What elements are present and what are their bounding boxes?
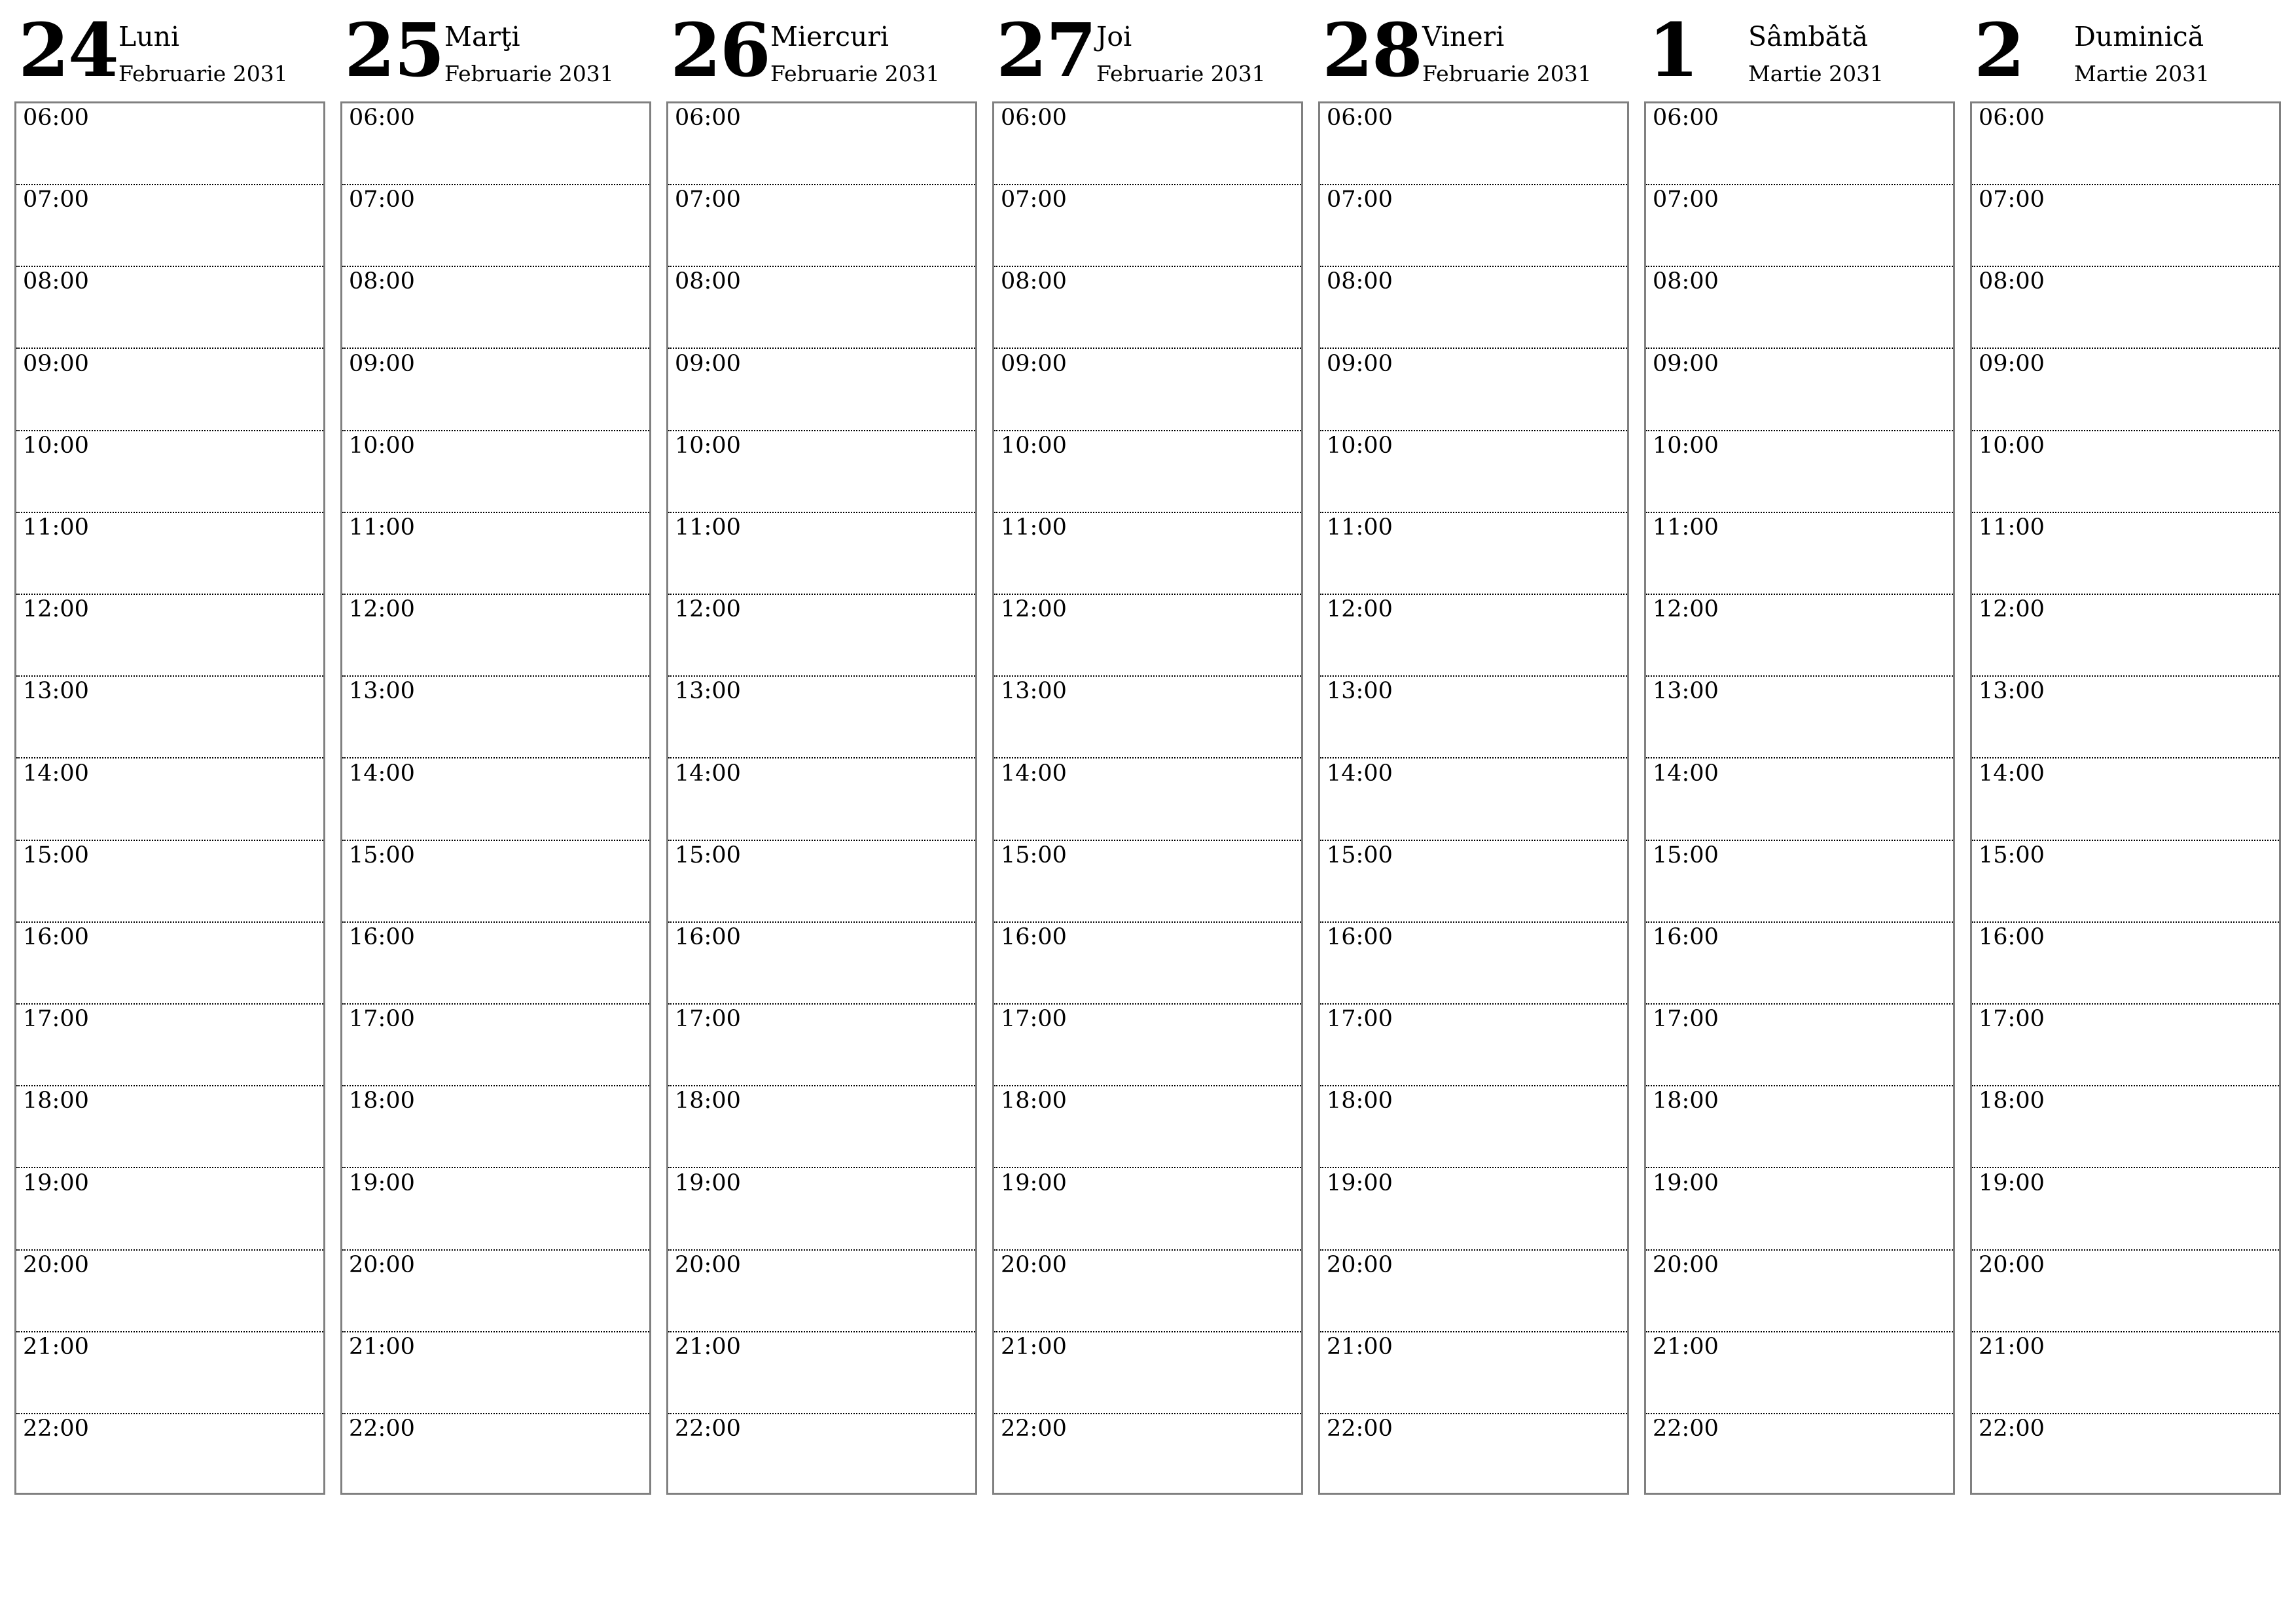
hour-label: 16:00 [349, 924, 415, 950]
hour-label: 10:00 [349, 432, 415, 459]
hour-slot [1972, 1332, 2279, 1414]
hour-label: 21:00 [23, 1334, 89, 1360]
hour-slot [16, 1169, 323, 1251]
hour-slot [668, 431, 975, 513]
hour-slot [1320, 349, 1627, 431]
hour-label: 09:00 [1979, 350, 2045, 377]
hour-slot [668, 1169, 975, 1251]
hour-label: 10:00 [1653, 432, 1719, 459]
hour-slot [1972, 1086, 2279, 1168]
hour-slot [1646, 267, 1953, 349]
hour-slot [1646, 677, 1953, 758]
hour-label: 14:00 [23, 760, 89, 787]
hour-slot [342, 923, 649, 1005]
hour-label: 07:00 [1327, 187, 1393, 213]
hour-slot [994, 1251, 1301, 1332]
hour-label: 08:00 [1001, 268, 1067, 295]
hour-label: 19:00 [23, 1169, 89, 1196]
hour-label: 15:00 [23, 842, 89, 868]
hour-slot [1646, 513, 1953, 595]
hour-slot [16, 841, 323, 923]
day-month-year: Februarie 2031 [1422, 61, 1592, 86]
hour-label: 19:00 [349, 1169, 415, 1196]
hour-label: 21:00 [675, 1334, 741, 1360]
hour-slot [994, 1086, 1301, 1168]
hour-slot [342, 595, 649, 677]
day-month-year: Februarie 2031 [444, 61, 614, 86]
hour-slot [1972, 431, 2279, 513]
hour-slot [16, 923, 323, 1005]
day-header [1644, 0, 1956, 101]
hour-label: 08:00 [349, 268, 415, 295]
hour-slot [1646, 431, 1953, 513]
hour-label: 11:00 [1001, 514, 1067, 541]
hour-label: 22:00 [23, 1416, 89, 1442]
hour-slot [1320, 1414, 1627, 1496]
hour-label: 20:00 [1001, 1251, 1067, 1278]
day-header [666, 0, 978, 101]
hour-slot [342, 185, 649, 267]
hour-slot [668, 103, 975, 185]
hour-label: 18:00 [1327, 1088, 1393, 1115]
hour-label: 08:00 [675, 268, 741, 295]
hour-slot [16, 759, 323, 841]
hour-label: 17:00 [349, 1006, 415, 1033]
day-month-year: Martie 2031 [1748, 61, 1884, 86]
day-schedule-box [340, 101, 651, 1495]
hour-label: 20:00 [1979, 1251, 2045, 1278]
hour-label: 15:00 [675, 842, 741, 868]
hour-slot [1646, 1086, 1953, 1168]
hour-label: 07:00 [349, 187, 415, 213]
day-schedule-box [1970, 101, 2281, 1495]
hour-slot [668, 1251, 975, 1332]
hour-label: 15:00 [349, 842, 415, 868]
hour-label: 14:00 [1653, 760, 1719, 787]
hour-label: 20:00 [23, 1251, 89, 1278]
hour-label: 14:00 [1979, 760, 2045, 787]
hour-slot [342, 267, 649, 349]
hour-label: 17:00 [675, 1006, 741, 1033]
hour-label: 11:00 [1653, 514, 1719, 541]
hour-slot [668, 923, 975, 1005]
hour-slot [16, 103, 323, 185]
hour-slot [342, 349, 649, 431]
hour-label: 20:00 [675, 1251, 741, 1278]
day-name: Marţi [444, 21, 520, 52]
day-schedule-box [14, 101, 325, 1495]
hour-label: 13:00 [23, 678, 89, 705]
day-number: 25 [344, 8, 444, 94]
hour-slot [994, 1169, 1301, 1251]
hour-slot [1646, 841, 1953, 923]
hour-slot [668, 595, 975, 677]
day-number: 24 [18, 8, 118, 94]
hour-slot [16, 1005, 323, 1086]
hour-slot [1320, 1332, 1627, 1414]
hour-label: 07:00 [1653, 187, 1719, 213]
hour-slot [1972, 1005, 2279, 1086]
hour-slot [1972, 103, 2279, 185]
hour-label: 14:00 [349, 760, 415, 787]
hour-slot [1320, 1251, 1627, 1332]
hour-slot [16, 267, 323, 349]
day-header [14, 0, 327, 101]
hour-slot [16, 513, 323, 595]
hour-label: 11:00 [675, 514, 741, 541]
hour-label: 18:00 [1979, 1088, 2045, 1115]
hour-slot [1972, 1251, 2279, 1332]
hour-slot [994, 1332, 1301, 1414]
hour-label: 11:00 [1979, 514, 2045, 541]
hour-label: 16:00 [1327, 924, 1393, 950]
hour-slot [342, 759, 649, 841]
hour-slot [16, 1332, 323, 1414]
day-column [340, 0, 653, 1442]
day-header [1318, 0, 1630, 101]
hour-label: 15:00 [1653, 842, 1719, 868]
hour-slot [994, 1414, 1301, 1496]
hour-slot [1646, 595, 1953, 677]
hour-label: 13:00 [1327, 678, 1393, 705]
hour-label: 20:00 [1327, 1251, 1393, 1278]
hour-label: 11:00 [349, 514, 415, 541]
hour-slot [16, 595, 323, 677]
day-name: Luni [118, 21, 180, 52]
day-column [666, 0, 978, 1442]
hour-label: 10:00 [675, 432, 741, 459]
hour-label: 22:00 [349, 1416, 415, 1442]
hour-slot [16, 677, 323, 758]
hour-label: 18:00 [349, 1088, 415, 1115]
day-header [340, 0, 653, 101]
hour-label: 12:00 [1001, 596, 1067, 623]
hour-label: 13:00 [1001, 678, 1067, 705]
hour-slot [1320, 841, 1627, 923]
hour-label: 09:00 [1327, 350, 1393, 377]
hour-label: 10:00 [1001, 432, 1067, 459]
day-name: Duminică [2074, 21, 2204, 52]
day-month-year: Februarie 2031 [118, 61, 288, 86]
hour-slot [1972, 841, 2279, 923]
day-month-year: Februarie 2031 [770, 61, 940, 86]
hour-label: 06:00 [675, 105, 741, 131]
hour-label: 13:00 [1979, 678, 2045, 705]
hour-slot [1646, 1169, 1953, 1251]
hour-slot [668, 677, 975, 758]
hour-label: 12:00 [675, 596, 741, 623]
hour-label: 21:00 [1653, 1334, 1719, 1360]
hour-label: 22:00 [1979, 1416, 2045, 1442]
hour-label: 11:00 [1327, 514, 1393, 541]
hour-slot [994, 103, 1301, 185]
day-column [1644, 0, 1956, 1442]
hour-label: 12:00 [23, 596, 89, 623]
hour-label: 13:00 [1653, 678, 1719, 705]
day-name: Vineri [1422, 21, 1505, 52]
hour-label: 22:00 [1001, 1416, 1067, 1442]
hour-slot [16, 1086, 323, 1168]
hour-label: 06:00 [1001, 105, 1067, 131]
hour-slot [1320, 595, 1627, 677]
hour-label: 18:00 [23, 1088, 89, 1115]
hour-label: 19:00 [675, 1169, 741, 1196]
day-schedule-box [992, 101, 1303, 1495]
hour-slot [1320, 267, 1627, 349]
hour-slot [1646, 759, 1953, 841]
hour-slot [342, 1414, 649, 1496]
day-number: 26 [670, 8, 770, 94]
hour-slot [1972, 513, 2279, 595]
hour-slot [994, 185, 1301, 267]
hour-slot [994, 677, 1301, 758]
hour-slot [342, 1005, 649, 1086]
hour-label: 16:00 [1979, 924, 2045, 950]
day-header [1970, 0, 2282, 101]
hour-label: 08:00 [1979, 268, 2045, 295]
day-number: 1 [1648, 8, 1698, 94]
hour-label: 07:00 [675, 187, 741, 213]
hour-label: 17:00 [1001, 1006, 1067, 1033]
hour-label: 16:00 [675, 924, 741, 950]
hour-label: 17:00 [1979, 1006, 2045, 1033]
day-number: 28 [1322, 8, 1422, 94]
hour-label: 12:00 [1327, 596, 1393, 623]
hour-slot [994, 267, 1301, 349]
hour-slot [342, 1251, 649, 1332]
hour-slot [1320, 1005, 1627, 1086]
day-name: Joi [1096, 21, 1132, 52]
hour-slot [994, 841, 1301, 923]
hour-label: 12:00 [1653, 596, 1719, 623]
hour-label: 06:00 [1327, 105, 1393, 131]
hour-label: 19:00 [1653, 1169, 1719, 1196]
hour-label: 22:00 [1327, 1416, 1393, 1442]
hour-label: 07:00 [23, 187, 89, 213]
hour-label: 22:00 [1653, 1416, 1719, 1442]
hour-slot [1646, 349, 1953, 431]
hour-label: 08:00 [1327, 268, 1393, 295]
day-column [14, 0, 327, 1442]
hour-slot [1972, 1169, 2279, 1251]
hour-label: 16:00 [23, 924, 89, 950]
hour-label: 09:00 [349, 350, 415, 377]
hour-slot [1646, 185, 1953, 267]
hour-label: 19:00 [1979, 1169, 2045, 1196]
hour-label: 09:00 [1653, 350, 1719, 377]
hour-slot [1320, 1086, 1627, 1168]
hour-slot [1320, 923, 1627, 1005]
hour-label: 07:00 [1001, 187, 1067, 213]
hour-slot [994, 1005, 1301, 1086]
hour-label: 06:00 [1979, 105, 2045, 131]
hour-slot [1972, 185, 2279, 267]
hour-slot [342, 1169, 649, 1251]
hour-slot [1320, 513, 1627, 595]
hour-slot [1972, 267, 2279, 349]
hour-slot [342, 103, 649, 185]
hour-label: 18:00 [1001, 1088, 1067, 1115]
hour-slot [994, 595, 1301, 677]
hour-slot [342, 513, 649, 595]
hour-label: 18:00 [675, 1088, 741, 1115]
hour-slot [994, 759, 1301, 841]
hour-label: 15:00 [1327, 842, 1393, 868]
hour-slot [668, 185, 975, 267]
hour-label: 09:00 [675, 350, 741, 377]
hour-label: 17:00 [1327, 1006, 1393, 1033]
hour-slot [668, 759, 975, 841]
hour-slot [342, 1332, 649, 1414]
hour-slot [994, 923, 1301, 1005]
hour-label: 06:00 [23, 105, 89, 131]
hour-label: 13:00 [675, 678, 741, 705]
hour-label: 19:00 [1327, 1169, 1393, 1196]
day-column [992, 0, 1304, 1442]
hour-slot [668, 1332, 975, 1414]
hour-label: 10:00 [1327, 432, 1393, 459]
hour-label: 12:00 [1979, 596, 2045, 623]
hour-slot [668, 841, 975, 923]
hour-label: 17:00 [23, 1006, 89, 1033]
hour-label: 20:00 [1653, 1251, 1719, 1278]
hour-slot [668, 1086, 975, 1168]
day-number: 27 [996, 8, 1096, 94]
hour-label: 13:00 [349, 678, 415, 705]
hour-label: 22:00 [675, 1416, 741, 1442]
hour-label: 07:00 [1979, 187, 2045, 213]
day-month-year: Februarie 2031 [1096, 61, 1266, 86]
hour-label: 06:00 [1653, 105, 1719, 131]
hour-label: 18:00 [1653, 1088, 1719, 1115]
hour-slot [1320, 185, 1627, 267]
hour-label: 10:00 [23, 432, 89, 459]
hour-slot [1320, 1169, 1627, 1251]
day-header [992, 0, 1304, 101]
hour-slot [342, 431, 649, 513]
day-name: Sâmbătă [1748, 21, 1869, 52]
hour-slot [668, 349, 975, 431]
hour-label: 14:00 [1001, 760, 1067, 787]
hour-label: 09:00 [1001, 350, 1067, 377]
hour-slot [16, 1414, 323, 1496]
hour-slot [1646, 1005, 1953, 1086]
hour-label: 11:00 [23, 514, 89, 541]
hour-label: 16:00 [1653, 924, 1719, 950]
hour-slot [16, 349, 323, 431]
day-schedule-box [1644, 101, 1955, 1495]
hour-label: 21:00 [1327, 1334, 1393, 1360]
hour-slot [1320, 103, 1627, 185]
hour-slot [1646, 1332, 1953, 1414]
hour-slot [1972, 759, 2279, 841]
hour-slot [994, 349, 1301, 431]
hour-label: 10:00 [1979, 432, 2045, 459]
hour-slot [1972, 595, 2279, 677]
hour-slot [1646, 103, 1953, 185]
hour-label: 14:00 [1327, 760, 1393, 787]
hour-label: 06:00 [349, 105, 415, 131]
hour-label: 15:00 [1001, 842, 1067, 868]
day-schedule-box [666, 101, 977, 1495]
day-column [1318, 0, 1630, 1442]
hour-label: 08:00 [23, 268, 89, 295]
hour-slot [342, 1086, 649, 1168]
hour-slot [668, 1005, 975, 1086]
hour-label: 20:00 [349, 1251, 415, 1278]
hour-slot [1646, 1414, 1953, 1496]
hour-slot [994, 513, 1301, 595]
hour-label: 21:00 [1001, 1334, 1067, 1360]
hour-label: 15:00 [1979, 842, 2045, 868]
hour-label: 08:00 [1653, 268, 1719, 295]
hour-slot [668, 267, 975, 349]
day-month-year: Martie 2031 [2074, 61, 2210, 86]
hour-slot [16, 1251, 323, 1332]
hour-slot [342, 677, 649, 758]
hour-slot [1972, 923, 2279, 1005]
hour-label: 14:00 [675, 760, 741, 787]
day-column [1970, 0, 2282, 1442]
hour-label: 21:00 [1979, 1334, 2045, 1360]
hour-slot [1646, 923, 1953, 1005]
day-number: 2 [1974, 8, 2024, 94]
hour-slot [1646, 1251, 1953, 1332]
day-name: Miercuri [770, 21, 889, 52]
hour-slot [1972, 677, 2279, 758]
hour-slot [994, 431, 1301, 513]
hour-label: 09:00 [23, 350, 89, 377]
hour-slot [1320, 759, 1627, 841]
hour-slot [1972, 349, 2279, 431]
hour-slot [1972, 1414, 2279, 1496]
day-schedule-box [1318, 101, 1629, 1495]
hour-slot [16, 185, 323, 267]
hour-slot [1320, 431, 1627, 513]
hour-slot [16, 431, 323, 513]
hour-label: 16:00 [1001, 924, 1067, 950]
hour-label: 17:00 [1653, 1006, 1719, 1033]
hour-slot [668, 513, 975, 595]
hour-slot [342, 841, 649, 923]
hour-slot [668, 1414, 975, 1496]
hour-label: 21:00 [349, 1334, 415, 1360]
hour-slot [1320, 677, 1627, 758]
hour-label: 19:00 [1001, 1169, 1067, 1196]
hour-label: 12:00 [349, 596, 415, 623]
